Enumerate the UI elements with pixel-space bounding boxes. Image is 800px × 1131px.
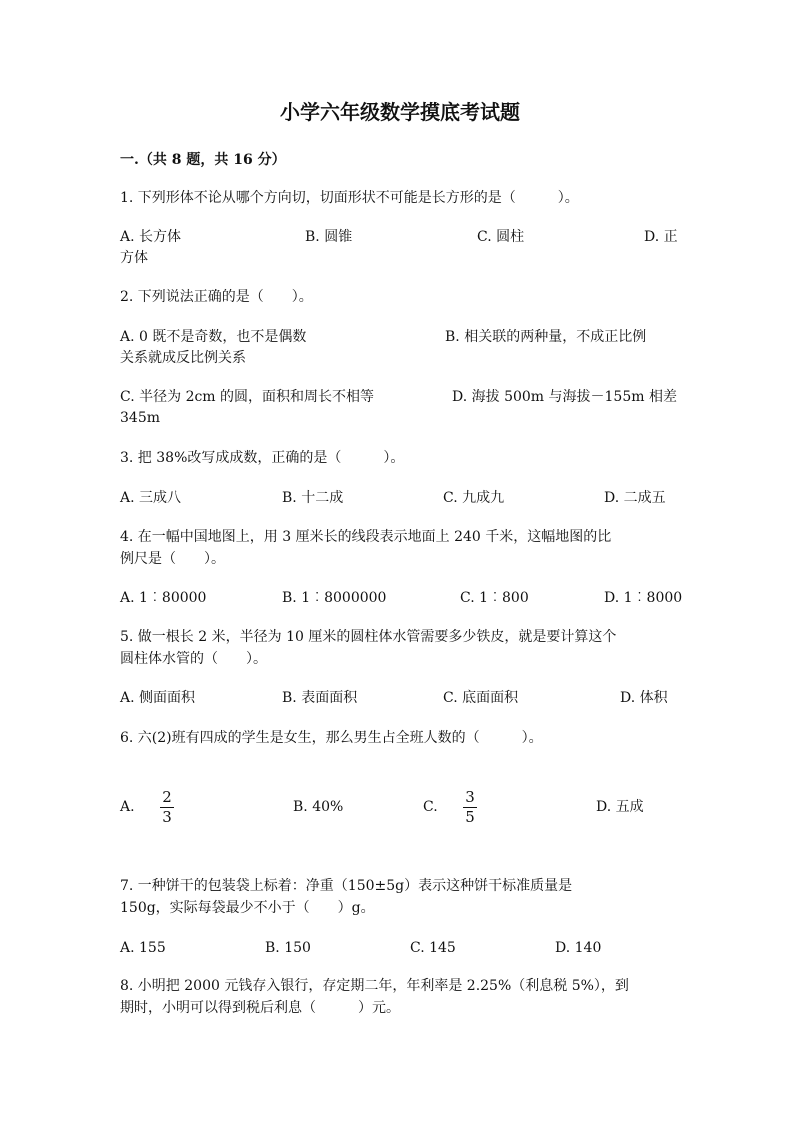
question-5-stem-line-2: 圆柱体水管的（ ）。 xyxy=(120,651,267,667)
page-title: 小学六年级数学摸底考试题 xyxy=(280,100,520,124)
question-4-stem-line-1: 4. 在一幅中国地图上，用 3 厘米长的线段表示地面上 240 千米，这幅地图的比 xyxy=(120,529,612,545)
question-6-option-b: B. 40% xyxy=(293,799,344,815)
question-1-option-b: B. 圆锥 xyxy=(305,229,353,245)
fraction-numerator: 2 xyxy=(162,788,172,806)
question-5-stem-line-1: 5. 做一根长 2 米，半径为 10 厘米的圆柱体水管需要多少铁皮，就是要计算这个 xyxy=(120,629,617,645)
question-7-option-d: D. 140 xyxy=(555,940,602,956)
question-1-option-d: D. 正 xyxy=(644,229,678,245)
question-7-option-c: C. 145 xyxy=(410,940,456,956)
question-4-option-b: B. 1︰8000000 xyxy=(282,590,387,606)
question-8-stem-line-2: 期时，小明可以得到税后利息（ ）元。 xyxy=(120,1000,400,1016)
question-6-stem: 6. 六(2)班有四成的学生是女生，那么男生占全班人数的（ ）。 xyxy=(120,730,543,746)
question-7-stem-line-1: 7. 一种饼干的包装袋上标着：净重（150±5g）表示这种饼干标准质量是 xyxy=(120,878,573,894)
question-7-option-a: A. 155 xyxy=(120,940,166,956)
question-1-stem: 1. 下列形体不论从哪个方向切，切面形状不可能是长方形的是（ ）。 xyxy=(120,190,579,206)
question-7-option-b: B. 150 xyxy=(265,940,311,956)
question-1-option-d-wrap: 方体 xyxy=(120,250,148,266)
question-6-option-c: C. xyxy=(423,799,438,815)
question-4-stem-line-2: 例尺是（ ）。 xyxy=(120,551,225,567)
question-3-option-c: C. 九成九 xyxy=(443,490,505,506)
question-8-stem-line-1: 8. 小明把 2000 元钱存入银行，存定期二年，年利率是 2.25%（利息税 5%），到 xyxy=(120,978,629,994)
question-3-option-a: A. 三成八 xyxy=(120,490,182,506)
section-heading: 一.（共 8 题，共 16 分） xyxy=(120,152,286,168)
question-4-option-a: A. 1︰80000 xyxy=(120,590,207,606)
question-5-option-d: D. 体积 xyxy=(620,690,668,706)
question-7-stem-line-2: 150g，实际每袋最少不小于（ ）g。 xyxy=(120,900,375,916)
question-5-option-c: C. 底面面积 xyxy=(443,690,519,706)
question-2-option-d: D. 海拔 500m 与海拔－155m 相差 xyxy=(452,389,677,405)
fraction-numerator: 3 xyxy=(465,788,475,806)
fraction-denominator: 5 xyxy=(465,808,475,826)
question-6-option-a: A. xyxy=(120,799,135,815)
question-3-option-b: B. 十二成 xyxy=(282,490,344,506)
question-4-option-c: C. 1︰800 xyxy=(460,590,529,606)
question-2-option-d-wrap: 345m xyxy=(120,410,160,426)
question-2-option-b: B. 相关联的两种量，不成正比例 xyxy=(445,329,647,345)
question-4-option-d: D. 1︰8000 xyxy=(604,590,683,606)
question-6-option-a-fraction xyxy=(159,789,175,826)
question-5-option-a: A. 侧面面积 xyxy=(120,690,196,706)
question-3-stem: 3. 把 38%改写成成数，正确的是（ ）。 xyxy=(120,450,405,466)
question-1-option-a: A. 长方体 xyxy=(120,229,182,245)
question-2-option-a: A. 0 既不是奇数，也不是偶数 xyxy=(120,329,307,345)
fraction-denominator: 3 xyxy=(162,808,172,826)
question-6-option-d: D. 五成 xyxy=(596,799,644,815)
question-2-option-c: C. 半径为 2cm 的圆，面积和周长不相等 xyxy=(120,389,375,405)
question-3-option-d: D. 二成五 xyxy=(604,490,666,506)
question-2-stem: 2. 下列说法正确的是（ ）。 xyxy=(120,289,313,305)
question-5-option-b: B. 表面面积 xyxy=(282,690,358,706)
question-6-option-c-fraction xyxy=(462,789,478,826)
question-1-option-c: C. 圆柱 xyxy=(477,229,525,245)
question-2-option-b-wrap: 关系就成反比例关系 xyxy=(120,350,246,366)
